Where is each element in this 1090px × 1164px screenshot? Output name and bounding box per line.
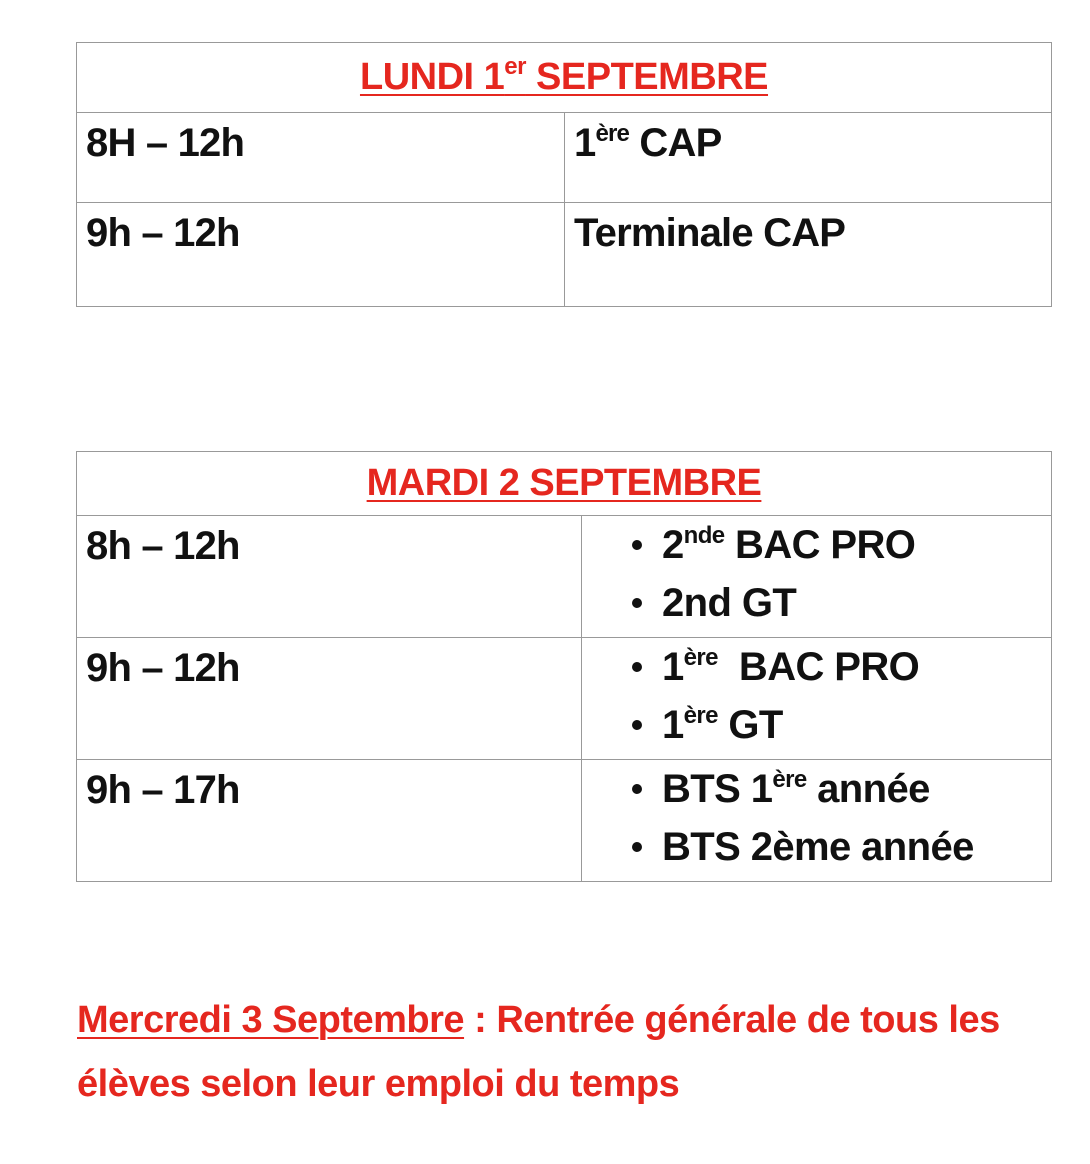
time-cell: 8h – 12h bbox=[77, 516, 582, 638]
time-cell: 8H – 12h bbox=[77, 113, 565, 203]
general-return-note bbox=[77, 988, 1007, 1116]
table-row bbox=[77, 760, 1052, 882]
monday-table bbox=[76, 42, 1052, 307]
note-day: Mercredi 3 Septembre bbox=[77, 999, 465, 1041]
time-cell: 9h – 12h bbox=[77, 203, 565, 307]
list-item: 1ère BAC PRO bbox=[582, 638, 1051, 696]
tuesday-table bbox=[76, 451, 1052, 882]
table-row bbox=[77, 203, 1052, 307]
monday-header-cell bbox=[77, 43, 1052, 113]
class-cell: Terminale CAP bbox=[565, 203, 1052, 307]
time-cell: 9h – 12h bbox=[77, 638, 582, 760]
class-list-cell bbox=[582, 760, 1052, 882]
class-list bbox=[582, 760, 1051, 876]
list-item: 2nd GT bbox=[582, 574, 1051, 632]
table-row bbox=[77, 516, 1052, 638]
class-list bbox=[582, 638, 1051, 754]
class-list-cell bbox=[582, 638, 1052, 760]
table-row bbox=[77, 638, 1052, 760]
monday-title: LUNDI 1er SEPTEMBRE bbox=[359, 53, 769, 98]
table-row bbox=[77, 113, 1052, 203]
list-item: 2nde BAC PRO bbox=[582, 516, 1051, 574]
class-list bbox=[582, 516, 1051, 632]
list-item: BTS 1ère année bbox=[582, 760, 1051, 818]
tuesday-title: MARDI 2 SEPTEMBRE bbox=[366, 462, 762, 504]
list-item: BTS 2ème année bbox=[582, 818, 1051, 876]
list-item: 1ère GT bbox=[582, 696, 1051, 754]
note-text: : Rentrée générale de tous les élèves selon leur emploi du temps bbox=[77, 999, 1000, 1105]
class-list-cell bbox=[582, 516, 1052, 638]
time-cell: 9h – 17h bbox=[77, 760, 582, 882]
tuesday-header-cell bbox=[77, 452, 1052, 516]
class-cell: 1ère CAP bbox=[565, 113, 1052, 203]
